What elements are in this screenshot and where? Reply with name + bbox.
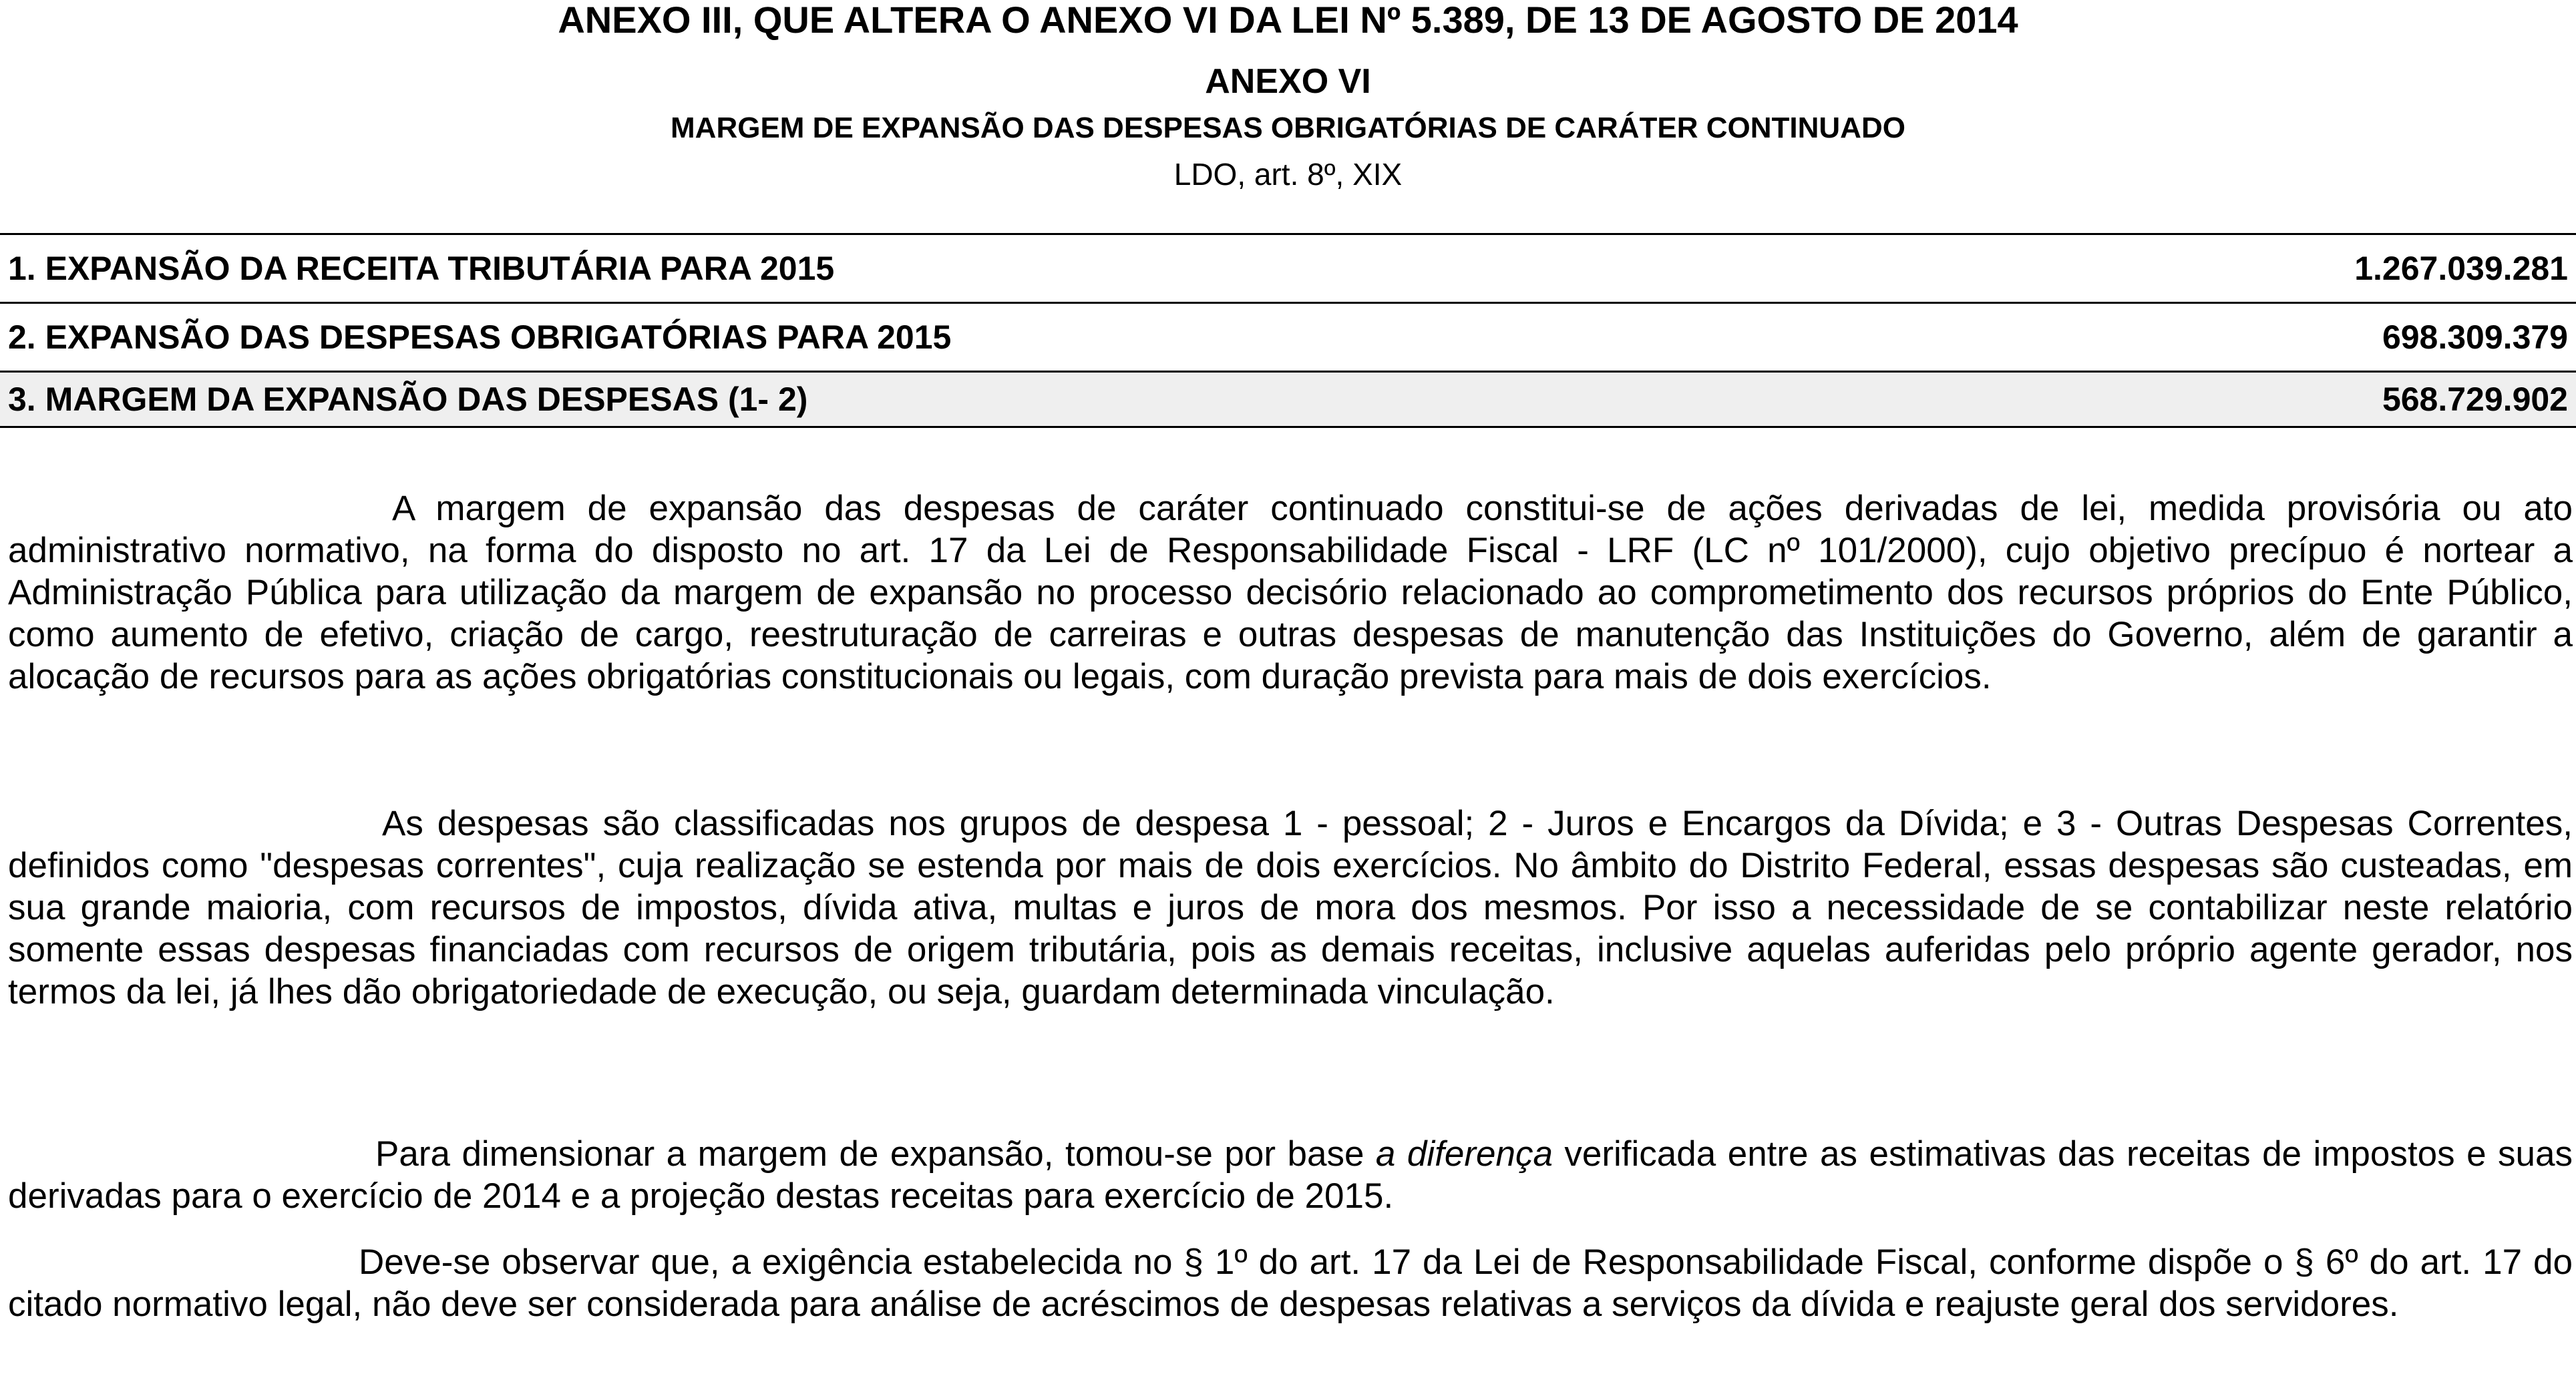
paragraph-text: A margem de expansão das despesas de caráter continuado constitui-se de ações derivadas de lei, medida provisória ou ato administrativo normativo, na forma do disposto no art. 17 da Lei de Responsabilidade Fiscal - LRF (LC nº 101/2000), cujo objetivo precípuo é nortear a Administração Pública para utilização da margem de expansão no processo decisório relacionado ao comprometimento dos recursos próprios do Ente Público, como aumento de efetivo, criação de cargo, reestruturação de carreiras e outras despesas de manutenção das Instituições do Governo, além de garantir a alocação de recursos para as ações obrigatórias constitucionais ou legais, com duração prevista para mais de dois exercícios. <box>8 489 2573 696</box>
paragraph-text: Deve-se observar que, a exigência estabelecida no § 1º do art. 17 da Lei de Responsabilidade Fiscal, conforme dispõe o § 6º do art. 17 do citado normativo legal, não deve ser considerada para análise de acréscimos de despesas relativas a serviços da dívida e reajuste geral dos servidores. <box>8 1242 2573 1324</box>
table-row-total <box>0 372 2576 427</box>
paragraph-text-start: Para dimensionar a margem de expansão, tomou-se por base <box>375 1134 1376 1174</box>
summary-table <box>0 233 2576 428</box>
row-value: 1.267.039.281 <box>2092 234 2576 303</box>
paragraph-text: As despesas são classificadas nos grupos de despesa 1 - pessoal; 2 - Juros e Encargos da Dívida; e 3 - Outras Despesas Correntes, definidos como "despesas correntes", cuja realização se estenda por mais de dois exercícios. No âmbito do Distrito Federal, essas despesas são custeadas, em sua grande maioria, com recursos de impostos, dívida ativa, multas e juros de mora dos mesmos. Por isso a necessidade de se contabilizar neste relatório somente essas despesas financiadas com recursos de origem tributária, pois as demais receitas, inclusive aquelas auferidas pelo próprio agente gerador, nos termos da lei, já lhes dão obrigatoriedade de execução, ou seja, guardam determinada vinculação. <box>8 804 2573 1011</box>
paragraph-expense-groups <box>8 802 2573 1013</box>
paragraph-emphasis: a diferença <box>1375 1134 1553 1174</box>
paragraph-dimensioning <box>8 1133 2573 1217</box>
paragraph-text-end: verificada entre as estimativas das receitas de impostos e suas derivadas para o exercício de 2014 e a projeção destas receitas para exercício de 2015. <box>8 1134 2573 1216</box>
table-row <box>0 234 2576 303</box>
row-value: 698.309.379 <box>2092 303 2576 372</box>
row-value: 568.729.902 <box>2092 372 2576 427</box>
table-row <box>0 303 2576 372</box>
annex-subtitle: MARGEM DE EXPANSÃO DAS DESPESAS OBRIGATÓRIAS DE CARÁTER CONTINUADO <box>671 111 1905 144</box>
row-label: 1. EXPANSÃO DA RECEITA TRIBUTÁRIA PARA 2015 <box>0 234 2092 303</box>
row-label: 3. MARGEM DA EXPANSÃO DAS DESPESAS (1- 2) <box>0 372 2092 427</box>
legal-reference: LDO, art. 8º, XIX <box>1173 157 1403 192</box>
document-main-title: ANEXO III, QUE ALTERA O ANEXO VI DA LEI Nº 5.389, DE 13 DE AGOSTO DE 2014 <box>558 0 2018 41</box>
annex-title: ANEXO VI <box>1205 62 1371 101</box>
paragraph-expansion-margin <box>8 487 2573 698</box>
paragraph-observation <box>8 1241 2573 1325</box>
row-label: 2. EXPANSÃO DAS DESPESAS OBRIGATÓRIAS PARA 2015 <box>0 303 2092 372</box>
